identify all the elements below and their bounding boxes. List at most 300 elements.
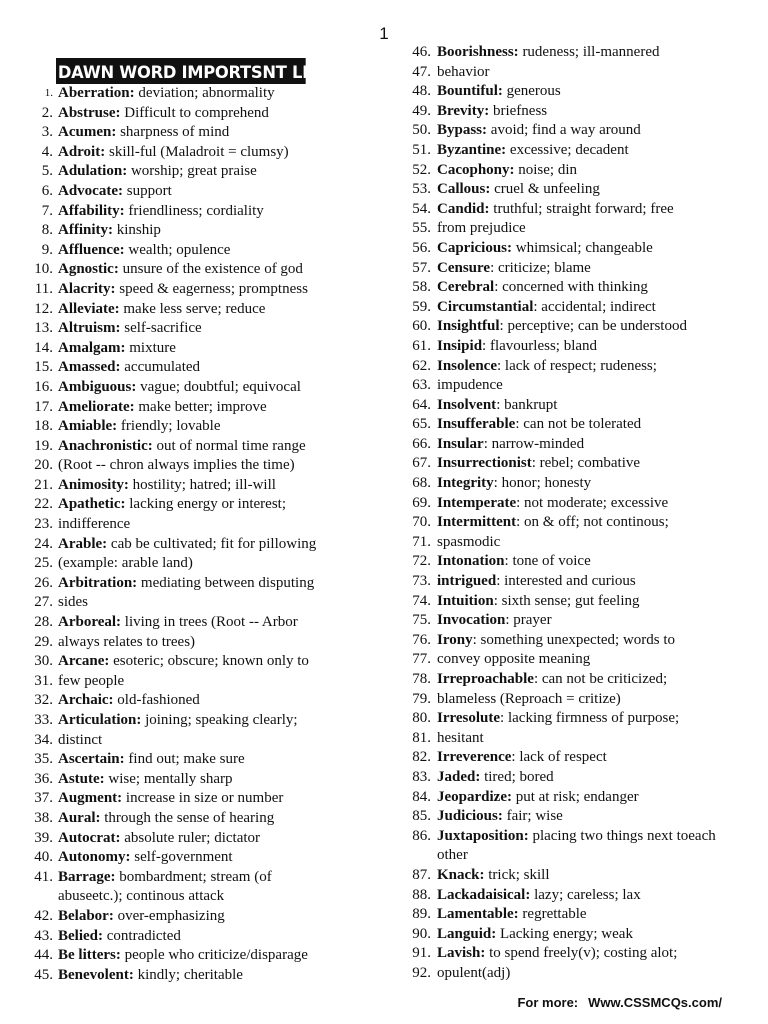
word-entry xyxy=(26,476,386,496)
entry-text xyxy=(437,474,591,494)
word-entry xyxy=(404,337,754,357)
entry-text xyxy=(58,319,202,339)
entry-definition: : narrow-minded xyxy=(483,435,585,452)
word-entry xyxy=(404,278,754,298)
entry-term: Insufferable xyxy=(437,416,516,433)
entry-term: Jaded: xyxy=(437,768,481,785)
entry-term: Ameliorate: xyxy=(58,398,135,415)
entry-text xyxy=(437,494,668,514)
entry-definition: trick; skill xyxy=(484,866,550,883)
entry-term: Autocrat: xyxy=(58,829,121,846)
entry-text xyxy=(437,82,561,102)
entry-number: 61. xyxy=(412,337,431,354)
entry-term: Arbitration: xyxy=(58,574,138,591)
entry-definition: opulent(adj) xyxy=(437,964,511,981)
entry-number: 42. xyxy=(34,907,53,924)
word-entry xyxy=(404,670,754,690)
word-entry xyxy=(404,631,754,651)
entry-number: 74. xyxy=(412,592,431,609)
word-entry xyxy=(26,339,386,359)
word-entry xyxy=(404,748,754,768)
footer xyxy=(517,995,722,1010)
entry-definition: bombardment; stream (of abuseetc.); continous attack xyxy=(58,868,272,905)
entry-term: Affluence: xyxy=(58,241,125,258)
entry-term: Acumen: xyxy=(58,124,117,141)
entry-number: 56. xyxy=(412,239,431,256)
entry-number: 37. xyxy=(34,790,53,807)
entry-definition: over-emphasizing xyxy=(113,907,225,924)
entry-term: Animosity: xyxy=(58,476,129,493)
entry-term: Lavish: xyxy=(437,945,486,962)
entry-number: 40. xyxy=(34,849,53,866)
entry-definition: : concerned with thinking xyxy=(494,279,648,296)
entry-text xyxy=(58,809,274,829)
word-entry xyxy=(404,925,754,945)
word-entry xyxy=(404,357,754,377)
entry-number: 60. xyxy=(412,318,431,335)
entry-definition: generous xyxy=(502,83,561,100)
entry-term: Lackadaisical: xyxy=(437,886,531,903)
entry-number: 8. xyxy=(41,222,53,239)
entry-text xyxy=(58,927,181,947)
word-entry xyxy=(26,221,386,241)
entry-term: intrigued xyxy=(437,573,497,590)
entry-term: Irreverence xyxy=(437,749,512,766)
entry-definition: mediating between disputing xyxy=(137,574,315,591)
entry-definition: : on & off; not continous; xyxy=(516,514,669,531)
entry-term: Jeopardize: xyxy=(437,788,512,805)
entry-number: 78. xyxy=(412,671,431,687)
document-title: DAWN WORD IMPORTSNT LIST xyxy=(56,58,306,84)
entry-definition: skill-ful (Maladroit = clumsy) xyxy=(105,143,289,160)
entry-definition: placing two things next toeach other xyxy=(437,827,716,864)
entry-definition: lazy; careless; lax xyxy=(530,886,641,903)
entry-definition: : accidental; indirect xyxy=(533,298,656,315)
entry-number: 52. xyxy=(412,161,431,178)
entry-term: Autonomy: xyxy=(58,849,131,866)
entry-term: Agnostic: xyxy=(58,261,119,278)
entry-number: 3. xyxy=(41,124,53,141)
entry-number: 22. xyxy=(34,496,53,513)
entry-term: Ambiguous: xyxy=(58,378,137,395)
entry-text xyxy=(437,435,584,455)
entry-text xyxy=(437,670,667,690)
entry-definition: spasmodic xyxy=(437,533,501,550)
word-entry xyxy=(26,123,386,143)
word-entry xyxy=(404,102,754,122)
entry-number: 46. xyxy=(412,44,431,60)
entry-text xyxy=(437,748,607,768)
entry-text xyxy=(437,886,641,906)
word-entry xyxy=(404,317,754,337)
entry-number: 80. xyxy=(412,710,431,727)
word-entry xyxy=(26,750,386,770)
entry-text xyxy=(58,241,230,261)
footer-label: For more: xyxy=(517,995,579,1010)
entry-term: Arcane: xyxy=(58,653,110,670)
entry-definition: behavior xyxy=(437,63,490,80)
word-entry xyxy=(26,143,386,163)
entry-term: Augment: xyxy=(58,790,123,807)
entry-number: 59. xyxy=(412,298,431,315)
entry-number: 5. xyxy=(41,163,53,180)
entry-term: Languid: xyxy=(437,925,497,942)
word-entry xyxy=(404,474,754,494)
entry-definition: (Root -- chron always implies the time) xyxy=(58,457,295,474)
word-entry xyxy=(404,533,754,553)
entry-definition: avoid; find a way around xyxy=(487,122,641,139)
entry-definition: few people xyxy=(58,672,125,689)
entry-text xyxy=(437,63,489,83)
entry-number: 62. xyxy=(412,357,431,374)
word-entry xyxy=(26,202,386,222)
entry-term: Integrity xyxy=(437,475,494,492)
entry-number: 20. xyxy=(34,457,53,474)
entry-term: Candid: xyxy=(437,200,490,217)
entry-text xyxy=(437,729,484,749)
entry-text xyxy=(58,535,316,555)
entry-number: 29. xyxy=(34,633,53,650)
entry-text xyxy=(437,827,747,866)
entry-definition: distinct xyxy=(58,731,103,748)
entry-definition: : can not be tolerated xyxy=(515,416,642,433)
entry-number: 44. xyxy=(34,947,53,964)
entry-text xyxy=(58,789,283,809)
entry-term: Cacophony: xyxy=(437,161,515,178)
word-entry xyxy=(26,829,386,849)
entry-definition: deviation; abnormality xyxy=(134,85,275,101)
word-entry xyxy=(404,905,754,925)
entry-term: Anachronistic: xyxy=(58,437,153,454)
entry-number: 88. xyxy=(412,886,431,903)
word-entry xyxy=(404,63,754,83)
word-entry xyxy=(404,690,754,710)
entry-definition: : sixth sense; gut feeling xyxy=(493,592,640,609)
entry-term: Amassed: xyxy=(58,359,121,376)
word-entry xyxy=(404,592,754,612)
left-column xyxy=(26,84,386,985)
word-entry xyxy=(404,259,754,279)
entry-text xyxy=(437,709,679,729)
entry-term: Alleviate: xyxy=(58,300,120,317)
entry-number: 10. xyxy=(34,261,53,278)
entry-number: 19. xyxy=(34,437,53,454)
entry-number: 16. xyxy=(34,378,53,395)
entry-term: Bypass: xyxy=(437,122,488,139)
entry-number: 81. xyxy=(412,729,431,746)
entry-term: Callous: xyxy=(437,181,491,198)
entry-definition: self-government xyxy=(130,849,233,866)
entry-definition: increase in size or number xyxy=(122,790,284,807)
word-entry xyxy=(26,731,386,751)
entry-term: Capricious: xyxy=(437,239,512,256)
entry-text xyxy=(58,750,245,770)
entry-text xyxy=(437,866,550,886)
entry-number: 77. xyxy=(412,651,431,668)
word-entry xyxy=(26,84,386,104)
entry-term: Amiable: xyxy=(58,418,118,435)
word-entry xyxy=(404,415,754,435)
entry-text xyxy=(437,788,639,808)
entry-term: Apathetic: xyxy=(58,496,126,513)
entry-term: Affability: xyxy=(58,202,125,219)
word-entry xyxy=(26,260,386,280)
word-entry xyxy=(26,652,386,672)
entry-definition: always relates to trees) xyxy=(58,633,196,650)
entry-number: 75. xyxy=(412,612,431,629)
entry-definition: : lacking firmness of purpose; xyxy=(500,710,680,727)
word-entry xyxy=(404,161,754,181)
entry-number: 14. xyxy=(34,339,53,356)
entry-definition: cruel & unfeeling xyxy=(490,181,600,198)
entry-definition: whimsical; changeable xyxy=(512,239,653,256)
entry-term: Arboreal: xyxy=(58,614,122,631)
entry-definition: sharpness of mind xyxy=(116,124,230,141)
entry-text xyxy=(58,84,275,104)
word-entry xyxy=(26,927,386,947)
entry-definition: worship; great praise xyxy=(127,163,257,180)
entry-definition: to spend freely(v); costing alot; xyxy=(485,945,678,962)
entry-text xyxy=(58,731,102,751)
entry-text xyxy=(437,415,641,435)
entry-text xyxy=(58,123,229,143)
entry-number: 57. xyxy=(412,259,431,276)
entry-text xyxy=(58,398,267,418)
entry-number: 18. xyxy=(34,418,53,435)
entry-text xyxy=(58,966,243,986)
entry-number: 2. xyxy=(41,104,53,121)
entry-definition: kindly; cheritable xyxy=(133,966,243,983)
word-entry xyxy=(404,141,754,161)
entry-definition: : criticize; blame xyxy=(490,259,591,276)
entry-number: 83. xyxy=(412,768,431,785)
entry-definition: noise; din xyxy=(514,161,578,178)
entry-text xyxy=(58,672,124,692)
entry-term: Articulation: xyxy=(58,712,142,728)
entry-text xyxy=(58,711,298,731)
entry-definition: : rebel; combative xyxy=(531,455,641,472)
entry-number: 9. xyxy=(41,241,53,258)
word-entry xyxy=(26,535,386,555)
word-entry xyxy=(404,807,754,827)
entry-text xyxy=(437,239,653,259)
entry-text xyxy=(58,848,233,868)
entry-text xyxy=(58,691,200,711)
word-entry xyxy=(26,907,386,927)
entry-text xyxy=(437,650,590,670)
entry-definition: people who criticize/disparage xyxy=(120,947,308,964)
entry-text xyxy=(58,456,295,476)
entry-definition: unsure of the existence of god xyxy=(118,261,303,278)
entry-term: Cerebral xyxy=(437,279,495,296)
entry-term: Insurrectionist xyxy=(437,455,532,472)
word-entry xyxy=(26,574,386,594)
entry-definition: from prejudice xyxy=(437,220,526,237)
word-entry xyxy=(404,788,754,808)
entry-number: 86. xyxy=(412,827,431,844)
entry-term: Byzantine: xyxy=(437,141,507,158)
entry-term: Invocation xyxy=(437,612,506,629)
word-entry xyxy=(26,182,386,202)
entry-text xyxy=(58,260,303,280)
entry-term: Intuition xyxy=(437,592,494,609)
entry-term: Amalgam: xyxy=(58,339,126,356)
entry-text xyxy=(58,417,220,437)
entry-definition: lacking energy or interest; xyxy=(125,496,287,513)
entry-term: Boorishness: xyxy=(437,44,519,60)
entry-definition: friendliness; cordiality xyxy=(124,202,264,219)
entry-term: Insolvent xyxy=(437,396,497,413)
entry-number: 89. xyxy=(412,906,431,923)
entry-definition: support xyxy=(122,182,172,199)
entry-number: 82. xyxy=(412,749,431,766)
entry-definition: contradicted xyxy=(103,927,181,944)
entry-term: Benevolent: xyxy=(58,966,134,983)
entry-definition: : prayer xyxy=(505,612,552,629)
entry-definition: blameless (Reproach = critize) xyxy=(437,690,621,707)
entry-text xyxy=(437,376,503,396)
entry-definition: find out; make sure xyxy=(124,751,245,768)
entry-definition: hostility; hatred; ill-will xyxy=(128,476,276,493)
word-entry xyxy=(26,593,386,613)
entry-text xyxy=(437,121,641,141)
entry-definition: make less serve; reduce xyxy=(119,300,266,317)
entry-term: Intonation xyxy=(437,553,505,570)
entry-number: 55. xyxy=(412,220,431,237)
entry-text xyxy=(58,280,308,300)
entry-definition: tired; bored xyxy=(480,768,554,785)
word-entry xyxy=(26,554,386,574)
word-entry xyxy=(26,633,386,653)
entry-text xyxy=(437,807,563,827)
entry-number: 85. xyxy=(412,808,431,825)
word-entry xyxy=(26,672,386,692)
entry-text xyxy=(437,454,640,474)
word-entry xyxy=(404,376,754,396)
entry-text xyxy=(58,868,318,907)
entry-text xyxy=(437,533,500,553)
entry-number: 67. xyxy=(412,455,431,472)
entry-term: Intemperate xyxy=(437,494,517,511)
entry-number: 36. xyxy=(34,770,53,787)
entry-number: 47. xyxy=(412,63,431,80)
entry-term: Circumstantial xyxy=(437,298,534,315)
word-entry xyxy=(26,515,386,535)
entry-text xyxy=(437,337,597,357)
entry-definition: vague; doubtful; equivocal xyxy=(136,378,301,395)
entry-definition: indifference xyxy=(58,516,131,533)
entry-text xyxy=(437,180,600,200)
entry-number: 33. xyxy=(34,712,53,728)
entry-number: 53. xyxy=(412,181,431,198)
entry-number: 69. xyxy=(412,494,431,511)
word-entry xyxy=(404,298,754,318)
entry-text xyxy=(437,317,687,337)
entry-definition: through the sense of hearing xyxy=(100,809,275,826)
word-entry xyxy=(26,495,386,515)
entry-number: 41. xyxy=(34,868,53,885)
entry-text xyxy=(58,162,257,182)
word-entry xyxy=(26,868,386,907)
entry-text xyxy=(58,652,309,672)
entry-number: 4. xyxy=(41,143,53,160)
word-entry xyxy=(404,709,754,729)
entry-text xyxy=(437,768,554,788)
entry-definition: joining; speaking clearly; xyxy=(141,712,298,728)
word-entry xyxy=(404,650,754,670)
word-entry xyxy=(26,848,386,868)
word-entry xyxy=(26,358,386,378)
entry-number: 17. xyxy=(34,398,53,415)
entry-number: 66. xyxy=(412,435,431,452)
entry-text xyxy=(58,515,130,535)
entry-number: 32. xyxy=(34,692,53,709)
entry-number: 11. xyxy=(34,280,53,297)
entry-text xyxy=(58,300,265,320)
entry-definition: mixture xyxy=(125,339,176,356)
entry-text xyxy=(437,141,629,161)
word-entry xyxy=(404,944,754,964)
entry-number: 71. xyxy=(412,533,431,550)
entry-term: Belied: xyxy=(58,927,103,944)
entry-term: Lamentable: xyxy=(437,906,519,923)
entry-term: Aural: xyxy=(58,809,101,826)
word-entry xyxy=(26,280,386,300)
entry-number: 6. xyxy=(41,182,53,199)
word-entry xyxy=(404,513,754,533)
entry-definition: absolute ruler; dictator xyxy=(120,829,261,846)
word-entry xyxy=(26,319,386,339)
entry-term: Irresolute xyxy=(437,710,501,727)
word-entry xyxy=(26,417,386,437)
entry-number: 79. xyxy=(412,690,431,707)
footer-site-link[interactable]: Www.CSSMCQs.com/ xyxy=(588,995,722,1010)
word-entry xyxy=(26,613,386,633)
entry-number: 28. xyxy=(34,614,53,631)
entry-number: 50. xyxy=(412,122,431,139)
entry-definition: living in trees (Root -- Arbor xyxy=(121,614,298,631)
entry-text xyxy=(58,574,314,594)
entry-text xyxy=(58,182,172,202)
word-entry xyxy=(26,378,386,398)
entry-term: Archaic: xyxy=(58,692,114,709)
entry-number: 35. xyxy=(34,751,53,768)
entry-definition: : tone of voice xyxy=(504,553,591,570)
entry-text xyxy=(437,944,677,964)
entry-term: Adulation: xyxy=(58,163,128,180)
entry-term: Adroit: xyxy=(58,143,106,160)
word-entry xyxy=(26,104,386,124)
entry-term: Aberration: xyxy=(58,85,135,101)
word-entry xyxy=(26,437,386,457)
entry-term: Bountiful: xyxy=(437,83,503,100)
entry-text xyxy=(437,925,633,945)
entry-definition: : can not be criticized; xyxy=(533,671,668,687)
entry-number: 49. xyxy=(412,102,431,119)
entry-text xyxy=(58,221,161,241)
word-entry xyxy=(404,219,754,239)
entry-definition: regrettable xyxy=(518,906,587,923)
entry-term: Belabor: xyxy=(58,907,114,924)
word-entry xyxy=(404,827,754,866)
entry-text xyxy=(58,946,308,966)
entry-number: 34. xyxy=(34,731,53,748)
entry-term: Juxtaposition: xyxy=(437,827,529,844)
entry-text xyxy=(437,905,587,925)
entry-number: 68. xyxy=(412,475,431,492)
entry-text xyxy=(58,358,200,378)
entry-definition: sides xyxy=(58,594,88,611)
